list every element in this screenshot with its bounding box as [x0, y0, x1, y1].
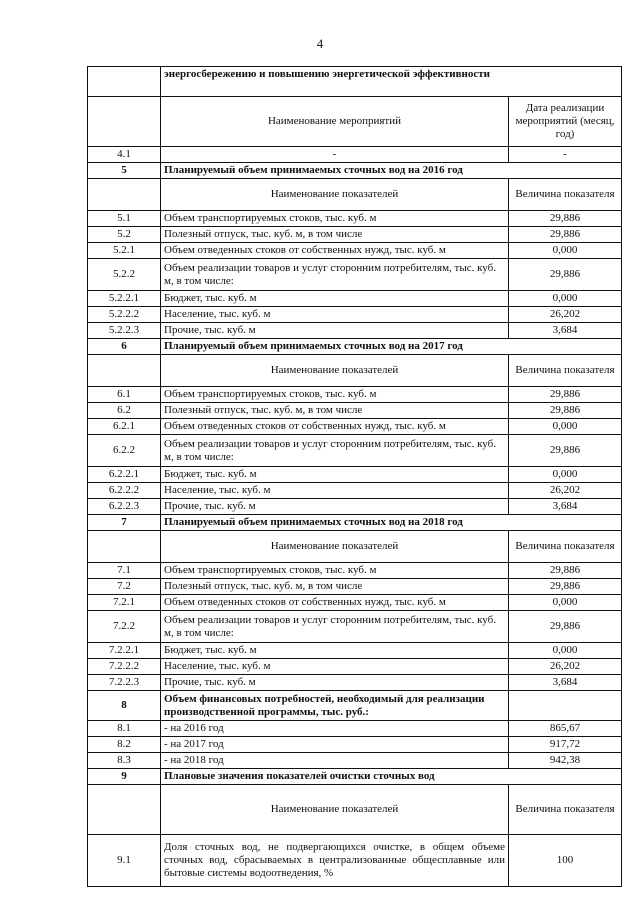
table-row — [88, 211, 622, 227]
row-value: 917,72 — [509, 737, 622, 753]
row-value: 3,684 — [509, 499, 622, 515]
section-title-row — [88, 691, 622, 721]
row-number: 5.2.2.1 — [88, 291, 161, 307]
program-table — [87, 66, 622, 887]
row-value: 865,67 — [509, 721, 622, 737]
table-row — [88, 563, 622, 579]
row-number: 7.2.2.2 — [88, 659, 161, 675]
section-6 — [88, 339, 622, 515]
row-value: 29,886 — [509, 227, 622, 243]
table-row — [88, 753, 622, 769]
row-number: 6.2.1 — [88, 419, 161, 435]
table-header-row — [88, 97, 622, 147]
row-number: 6.2 — [88, 403, 161, 419]
row-number: 4.1 — [88, 147, 161, 163]
row-value: 29,886 — [509, 563, 622, 579]
table-row — [88, 483, 622, 499]
section-8 — [88, 691, 622, 769]
table-row — [88, 147, 622, 163]
section-title: Плановые значения показателей очистки сточных вод — [161, 769, 622, 785]
table-cell — [88, 785, 161, 835]
table-cell — [88, 531, 161, 563]
row-number: 6.2.2 — [88, 435, 161, 467]
header-value: Величина показателя — [509, 179, 622, 211]
row-number: 6.2.2.2 — [88, 483, 161, 499]
row-value: 0,000 — [509, 595, 622, 611]
table-row — [88, 227, 622, 243]
table-row — [88, 291, 622, 307]
table-row — [88, 579, 622, 595]
row-value: 100 — [509, 835, 622, 887]
table-cell — [88, 179, 161, 211]
row-number: 7.2.2.1 — [88, 643, 161, 659]
row-name: Прочие, тыс. куб. м — [161, 323, 509, 339]
page-number: 4 — [316, 36, 324, 51]
table-row — [88, 611, 622, 643]
row-value: 3,684 — [509, 323, 622, 339]
row-number: 9.1 — [88, 835, 161, 887]
table-row — [88, 675, 622, 691]
row-name: Население, тыс. куб. м — [161, 307, 509, 323]
row-name: Объем транспортируемых стоков, тыс. куб. м — [161, 563, 509, 579]
row-value: 3,684 — [509, 675, 622, 691]
table-row — [88, 435, 622, 467]
table-row — [88, 659, 622, 675]
section-title: Планируемый объем принимаемых сточных вод на 2018 год — [161, 515, 622, 531]
row-number: 5.2.2.2 — [88, 307, 161, 323]
row-name: Бюджет, тыс. куб. м — [161, 467, 509, 483]
table-row — [88, 243, 622, 259]
row-name: - на 2016 год — [161, 721, 509, 737]
table-header-row — [88, 355, 622, 387]
row-number: 8.2 — [88, 737, 161, 753]
header-measures-name: Наименование мероприятий — [161, 97, 509, 147]
row-value: 0,000 — [509, 643, 622, 659]
row-name: Полезный отпуск, тыс. куб. м, в том числе — [161, 579, 509, 595]
row-number: 5.2.2.3 — [88, 323, 161, 339]
table-row — [88, 643, 622, 659]
table-row — [88, 737, 622, 753]
table-row — [88, 467, 622, 483]
row-value: 29,886 — [509, 387, 622, 403]
row-value: 0,000 — [509, 291, 622, 307]
row-name: Доля сточных вод, не подвергающихся очистке, в общем объеме сточных вод, сбрасываемых в централизованные общесплавные или бытовые системы водоотведения, % — [161, 835, 509, 887]
row-name: Объем транспортируемых стоков, тыс. куб. м — [161, 387, 509, 403]
table-row — [88, 419, 622, 435]
row-number: 7.2.1 — [88, 595, 161, 611]
row-name: - на 2017 год — [161, 737, 509, 753]
row-value: 0,000 — [509, 243, 622, 259]
section-title: Планируемый объем принимаемых сточных вод на 2017 год — [161, 339, 622, 355]
section-title: Планируемый объем принимаемых сточных вод на 2016 год — [161, 163, 622, 179]
row-number: 5.2.2 — [88, 259, 161, 291]
table-row — [88, 499, 622, 515]
section-5 — [88, 163, 622, 339]
row-value: - — [509, 147, 622, 163]
row-value: 29,886 — [509, 611, 622, 643]
row-number: 6.2.2.3 — [88, 499, 161, 515]
table-row — [88, 307, 622, 323]
top-row-text: энергосбережению и повышению энергетической эффективности — [161, 67, 622, 97]
table-row — [88, 67, 622, 97]
section-title-row — [88, 769, 622, 785]
row-number: 7.2.2.3 — [88, 675, 161, 691]
table-header-row — [88, 785, 622, 835]
header-name: Наименование показателей — [161, 785, 509, 835]
section-7 — [88, 515, 622, 691]
row-value: 26,202 — [509, 307, 622, 323]
header-name: Наименование показателей — [161, 179, 509, 211]
row-value: 0,000 — [509, 419, 622, 435]
row-value: 29,886 — [509, 435, 622, 467]
header-value: Величина показателя — [509, 355, 622, 387]
table-header-row — [88, 179, 622, 211]
header-measures-value: Дата реализации мероприятий (месяц, год) — [509, 97, 622, 147]
section-title-row — [88, 515, 622, 531]
table-cell — [509, 691, 622, 721]
section-number: 8 — [88, 691, 161, 721]
row-value: 26,202 — [509, 659, 622, 675]
table-row — [88, 387, 622, 403]
row-name: Полезный отпуск, тыс. куб. м, в том числе — [161, 403, 509, 419]
row-number: 7.2.2 — [88, 611, 161, 643]
row-name: Объем реализации товаров и услуг сторонним потребителям, тыс. куб. м, в том числе: — [161, 259, 509, 291]
row-name: Объем реализации товаров и услуг сторонним потребителям, тыс. куб. м, в том числе: — [161, 611, 509, 643]
row-number: 7.2 — [88, 579, 161, 595]
table-header-row — [88, 531, 622, 563]
section-number: 6 — [88, 339, 161, 355]
row-number: 6.1 — [88, 387, 161, 403]
row-number: 8.3 — [88, 753, 161, 769]
row-name: - на 2018 год — [161, 753, 509, 769]
table-row — [88, 721, 622, 737]
row-number: 5.1 — [88, 211, 161, 227]
section-title-row — [88, 339, 622, 355]
section-number: 7 — [88, 515, 161, 531]
row-value: 26,202 — [509, 483, 622, 499]
row-name: Прочие, тыс. куб. м — [161, 675, 509, 691]
table-row — [88, 323, 622, 339]
header-name: Наименование показателей — [161, 355, 509, 387]
row-value: 29,886 — [509, 403, 622, 419]
table-cell — [88, 355, 161, 387]
table-row — [88, 835, 622, 887]
table-row — [88, 259, 622, 291]
section-title: Объем финансовых потребностей, необходимый для реализации производственной программы, тыс. руб.: — [161, 691, 509, 721]
row-name: Население, тыс. куб. м — [161, 483, 509, 499]
row-value: 29,886 — [509, 211, 622, 227]
table-row — [88, 403, 622, 419]
row-name: Объем отведенных стоков от собственных нужд, тыс. куб. м — [161, 595, 509, 611]
row-number: 6.2.2.1 — [88, 467, 161, 483]
row-value: 0,000 — [509, 467, 622, 483]
row-value: 29,886 — [509, 579, 622, 595]
row-name: Объем реализации товаров и услуг сторонним потребителям, тыс. куб. м, в том числе: — [161, 435, 509, 467]
section-number: 9 — [88, 769, 161, 785]
row-name: Полезный отпуск, тыс. куб. м, в том числе — [161, 227, 509, 243]
table-cell — [88, 97, 161, 147]
section-title-row — [88, 163, 622, 179]
row-number: 5.2.1 — [88, 243, 161, 259]
header-value: Величина показателя — [509, 531, 622, 563]
row-name: Прочие, тыс. куб. м — [161, 499, 509, 515]
row-name: Бюджет, тыс. куб. м — [161, 291, 509, 307]
table-cell — [88, 67, 161, 97]
table-row — [88, 595, 622, 611]
row-number: 5.2 — [88, 227, 161, 243]
header-name: Наименование показателей — [161, 531, 509, 563]
row-value: 29,886 — [509, 259, 622, 291]
row-name: Объем отведенных стоков от собственных нужд, тыс. куб. м — [161, 419, 509, 435]
section-number: 5 — [88, 163, 161, 179]
row-name: - — [161, 147, 509, 163]
row-name: Население, тыс. куб. м — [161, 659, 509, 675]
row-number: 7.1 — [88, 563, 161, 579]
row-name: Бюджет, тыс. куб. м — [161, 643, 509, 659]
row-name: Объем отведенных стоков от собственных нужд, тыс. куб. м — [161, 243, 509, 259]
row-value: 942,38 — [509, 753, 622, 769]
section-9 — [88, 769, 622, 887]
header-value: Величина показателя — [509, 785, 622, 835]
row-number: 8.1 — [88, 721, 161, 737]
row-name: Объем транспортируемых стоков, тыс. куб. м — [161, 211, 509, 227]
